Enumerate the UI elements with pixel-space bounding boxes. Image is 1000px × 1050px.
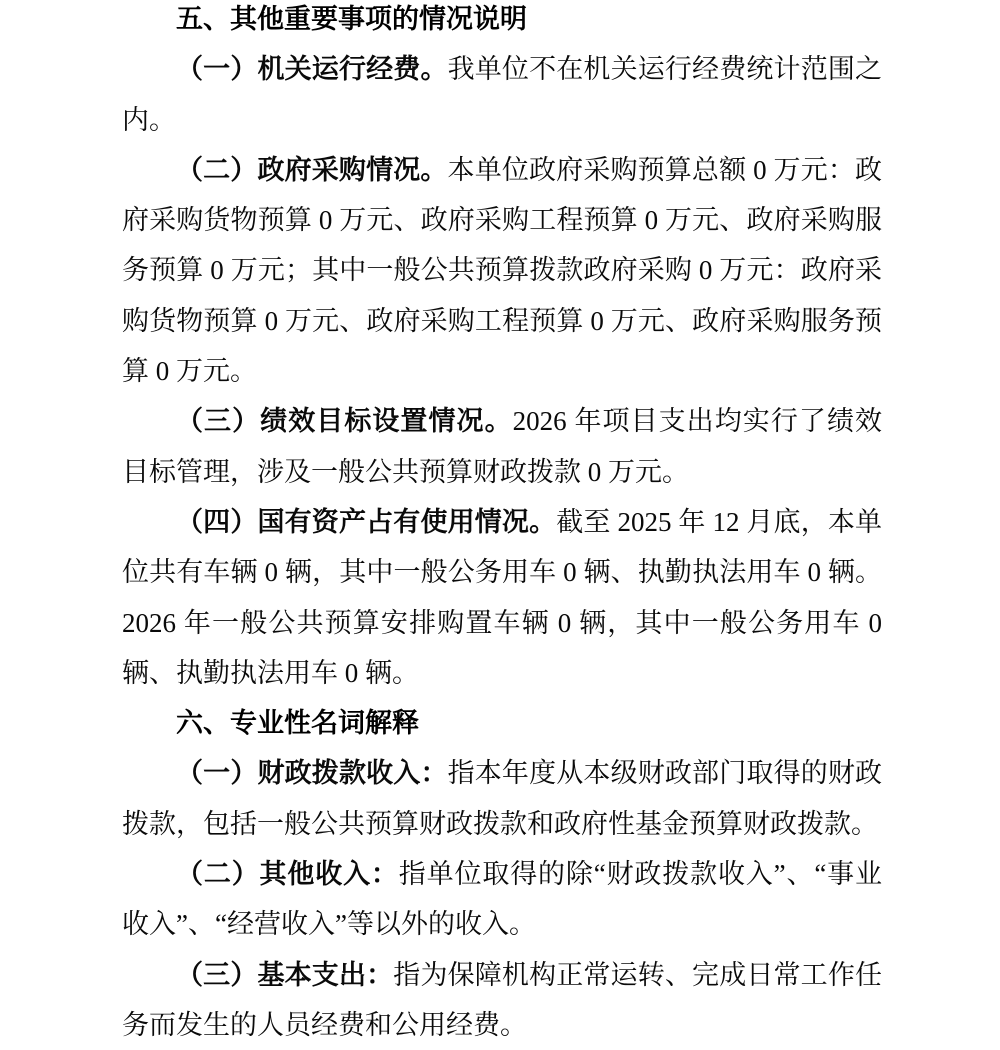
paragraph-government-procurement [122, 145, 882, 396]
paragraph-lead: （一）机关运行经费。 [176, 54, 448, 85]
paragraph-text: 指本年度从本级财政部门取得的财政拨款，包括一般公共预算财政拨款和政府性基金预算财政拨款。 [122, 758, 883, 839]
paragraph-text: 2026 年项目支出均实行了绩效目标管理，涉及一般公共预算财政拨款 0 万元。 [122, 406, 883, 487]
paragraph-text: 本单位政府采购预算总额 0 万元：政府采购货物预算 0 万元、政府采购工程预算 0 万元、政府采购服务预算 0 万元；其中一般公共预算拨款政府采购 0 万元：政府采购货物预算 0 万元、政府采购工程预算 0 万元、政府采购服务预算 0 万元。 [122, 154, 883, 387]
paragraph-agency-operating-funds [122, 44, 882, 145]
section-glossary [122, 698, 882, 1050]
paragraph-other-income [122, 849, 882, 950]
paragraph-state-owned-assets [122, 497, 882, 698]
section-heading-glossary: 六、专业性名词解释 [176, 708, 419, 739]
paragraph-text: 指单位取得的除“财政拨款收入”、“事业收入”、“经营收入”等以外的收入。 [122, 859, 883, 940]
paragraph-lead: （三）绩效目标设置情况。 [176, 406, 513, 437]
paragraph-lead: （四）国有资产占有使用情况。 [176, 506, 557, 537]
paragraph-basic-expenditure [122, 950, 882, 1050]
paragraph-text: 截至 2025 年 12 月底，本单位共有车辆 0 辆，其中一般公务用车 0 辆、执勤执法用车 0 辆。2026 年一般公共预算安排购置车辆 0 辆，其中一般公务用车 0 辆、执勤执法用车 0 辆。 [122, 506, 883, 688]
section-heading-other-important-matters: 五、其他重要事项的情况说明 [176, 4, 527, 34]
paragraph-performance-targets [122, 396, 882, 497]
paragraph-lead: （一）财政拨款收入： [176, 758, 448, 789]
paragraph-text: 我单位不在机关运行经费统计范围之内。 [122, 54, 883, 135]
paragraph-lead: （二）其他收入： [176, 859, 399, 890]
paragraph-lead: （三）基本支出： [176, 959, 394, 990]
section-other-important-matters [122, 0, 882, 698]
paragraph-text: 指为保障机构正常运转、完成日常工作任务而发生的人员经费和公用经费。 [122, 959, 883, 1040]
paragraph-fiscal-appropriation-income [122, 748, 882, 849]
paragraph-lead: （二）政府采购情况。 [176, 154, 448, 185]
